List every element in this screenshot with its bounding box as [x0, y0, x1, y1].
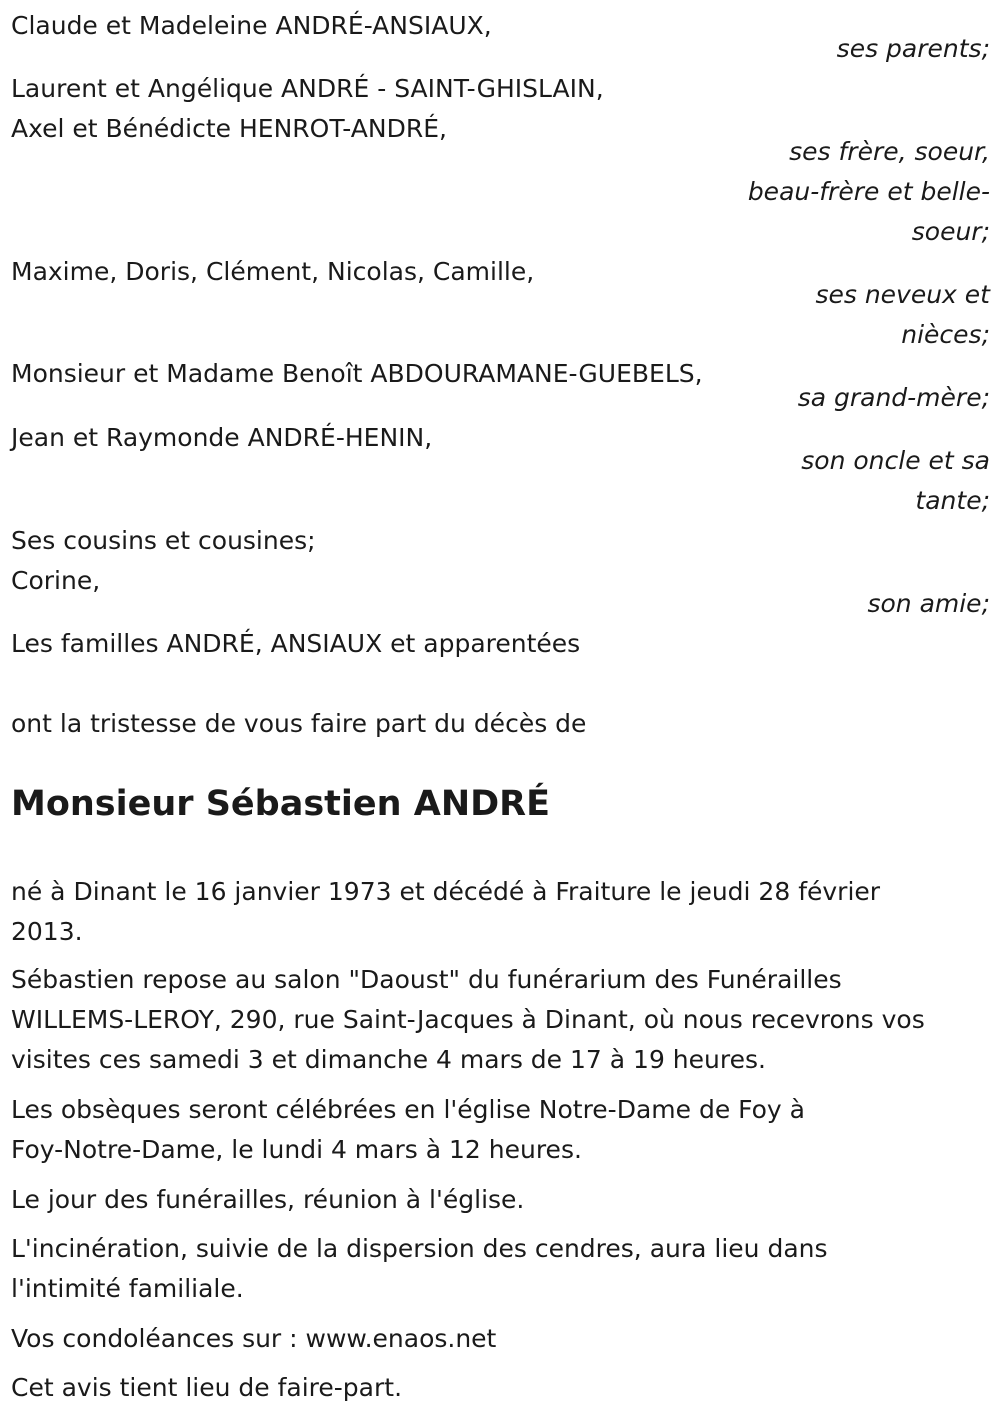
friend-role: son amie; [867, 589, 990, 618]
birth-death-line-2: 2013. [11, 917, 83, 946]
nephews-role-2: nièces; [901, 320, 990, 349]
cremation-line-1: L'incinération, suivie de la dispersion des cendres, aura lieu dans [11, 1234, 828, 1263]
funeral-line-2: Foy-Notre-Dame, le lundi 4 mars à 12 heures. [11, 1135, 582, 1164]
meeting-line: Le jour des funérailles, réunion à l'église. [11, 1185, 525, 1214]
grandmother-name: Monsieur et Madame Benoît ABDOURAMANE-GUEBELS, [11, 359, 703, 388]
siblings-role-1: ses frère, soeur, [789, 137, 990, 166]
notice-line: Cet avis tient lieu de faire-part. [11, 1373, 403, 1402]
cousins-line: Ses cousins et cousines; [11, 526, 316, 555]
deceased-name: Monsieur Sébastien ANDRÉ [11, 784, 551, 824]
cremation-line-2: l'intimité familiale. [11, 1274, 244, 1303]
siblings-role-3: soeur; [911, 217, 990, 246]
friend-name: Corine, [11, 566, 101, 595]
nephews-names: Maxime, Doris, Clément, Nicolas, Camille, [11, 257, 535, 286]
birth-death-line-1: né à Dinant le 16 janvier 1973 et décédé à Fraiture le jeudi 28 février [11, 877, 881, 906]
condolences-line: Vos condoléances sur : www.enaos.net [11, 1324, 497, 1353]
viewing-line-3: visites ces samedi 3 et dimanche 4 mars de 17 à 19 heures. [11, 1045, 766, 1074]
uncle-aunt-names: Jean et Raymonde ANDRÉ-HENIN, [11, 423, 433, 452]
funeral-line-1: Les obsèques seront célébrées en l'église Notre-Dame de Foy à [11, 1095, 805, 1124]
siblings-names-1: Laurent et Angélique ANDRÉ - SAINT-GHISLAIN, [11, 74, 604, 103]
siblings-names-2: Axel et Bénédicte HENROT-ANDRÉ, [11, 114, 447, 143]
uncle-aunt-role-1: son oncle et sa [801, 446, 990, 475]
parents-names: Claude et Madeleine ANDRÉ-ANSIAUX, [11, 11, 492, 40]
nephews-role-1: ses neveux et [815, 280, 990, 309]
viewing-line-2: WILLEMS-LEROY, 290, rue Saint-Jacques à Dinant, où nous recevrons vos [11, 1005, 925, 1034]
families-line: Les familles ANDRÉ, ANSIAUX et apparentées [11, 629, 581, 658]
viewing-line-1: Sébastien repose au salon "Daoust" du funérarium des Funérailles [11, 965, 842, 994]
grandmother-role: sa grand-mère; [797, 383, 990, 412]
uncle-aunt-role-2: tante; [915, 486, 990, 515]
parents-role: ses parents; [836, 34, 990, 63]
announcement-intro: ont la tristesse de vous faire part du décès de [11, 709, 587, 738]
siblings-role-2: beau-frère et belle- [747, 177, 990, 206]
